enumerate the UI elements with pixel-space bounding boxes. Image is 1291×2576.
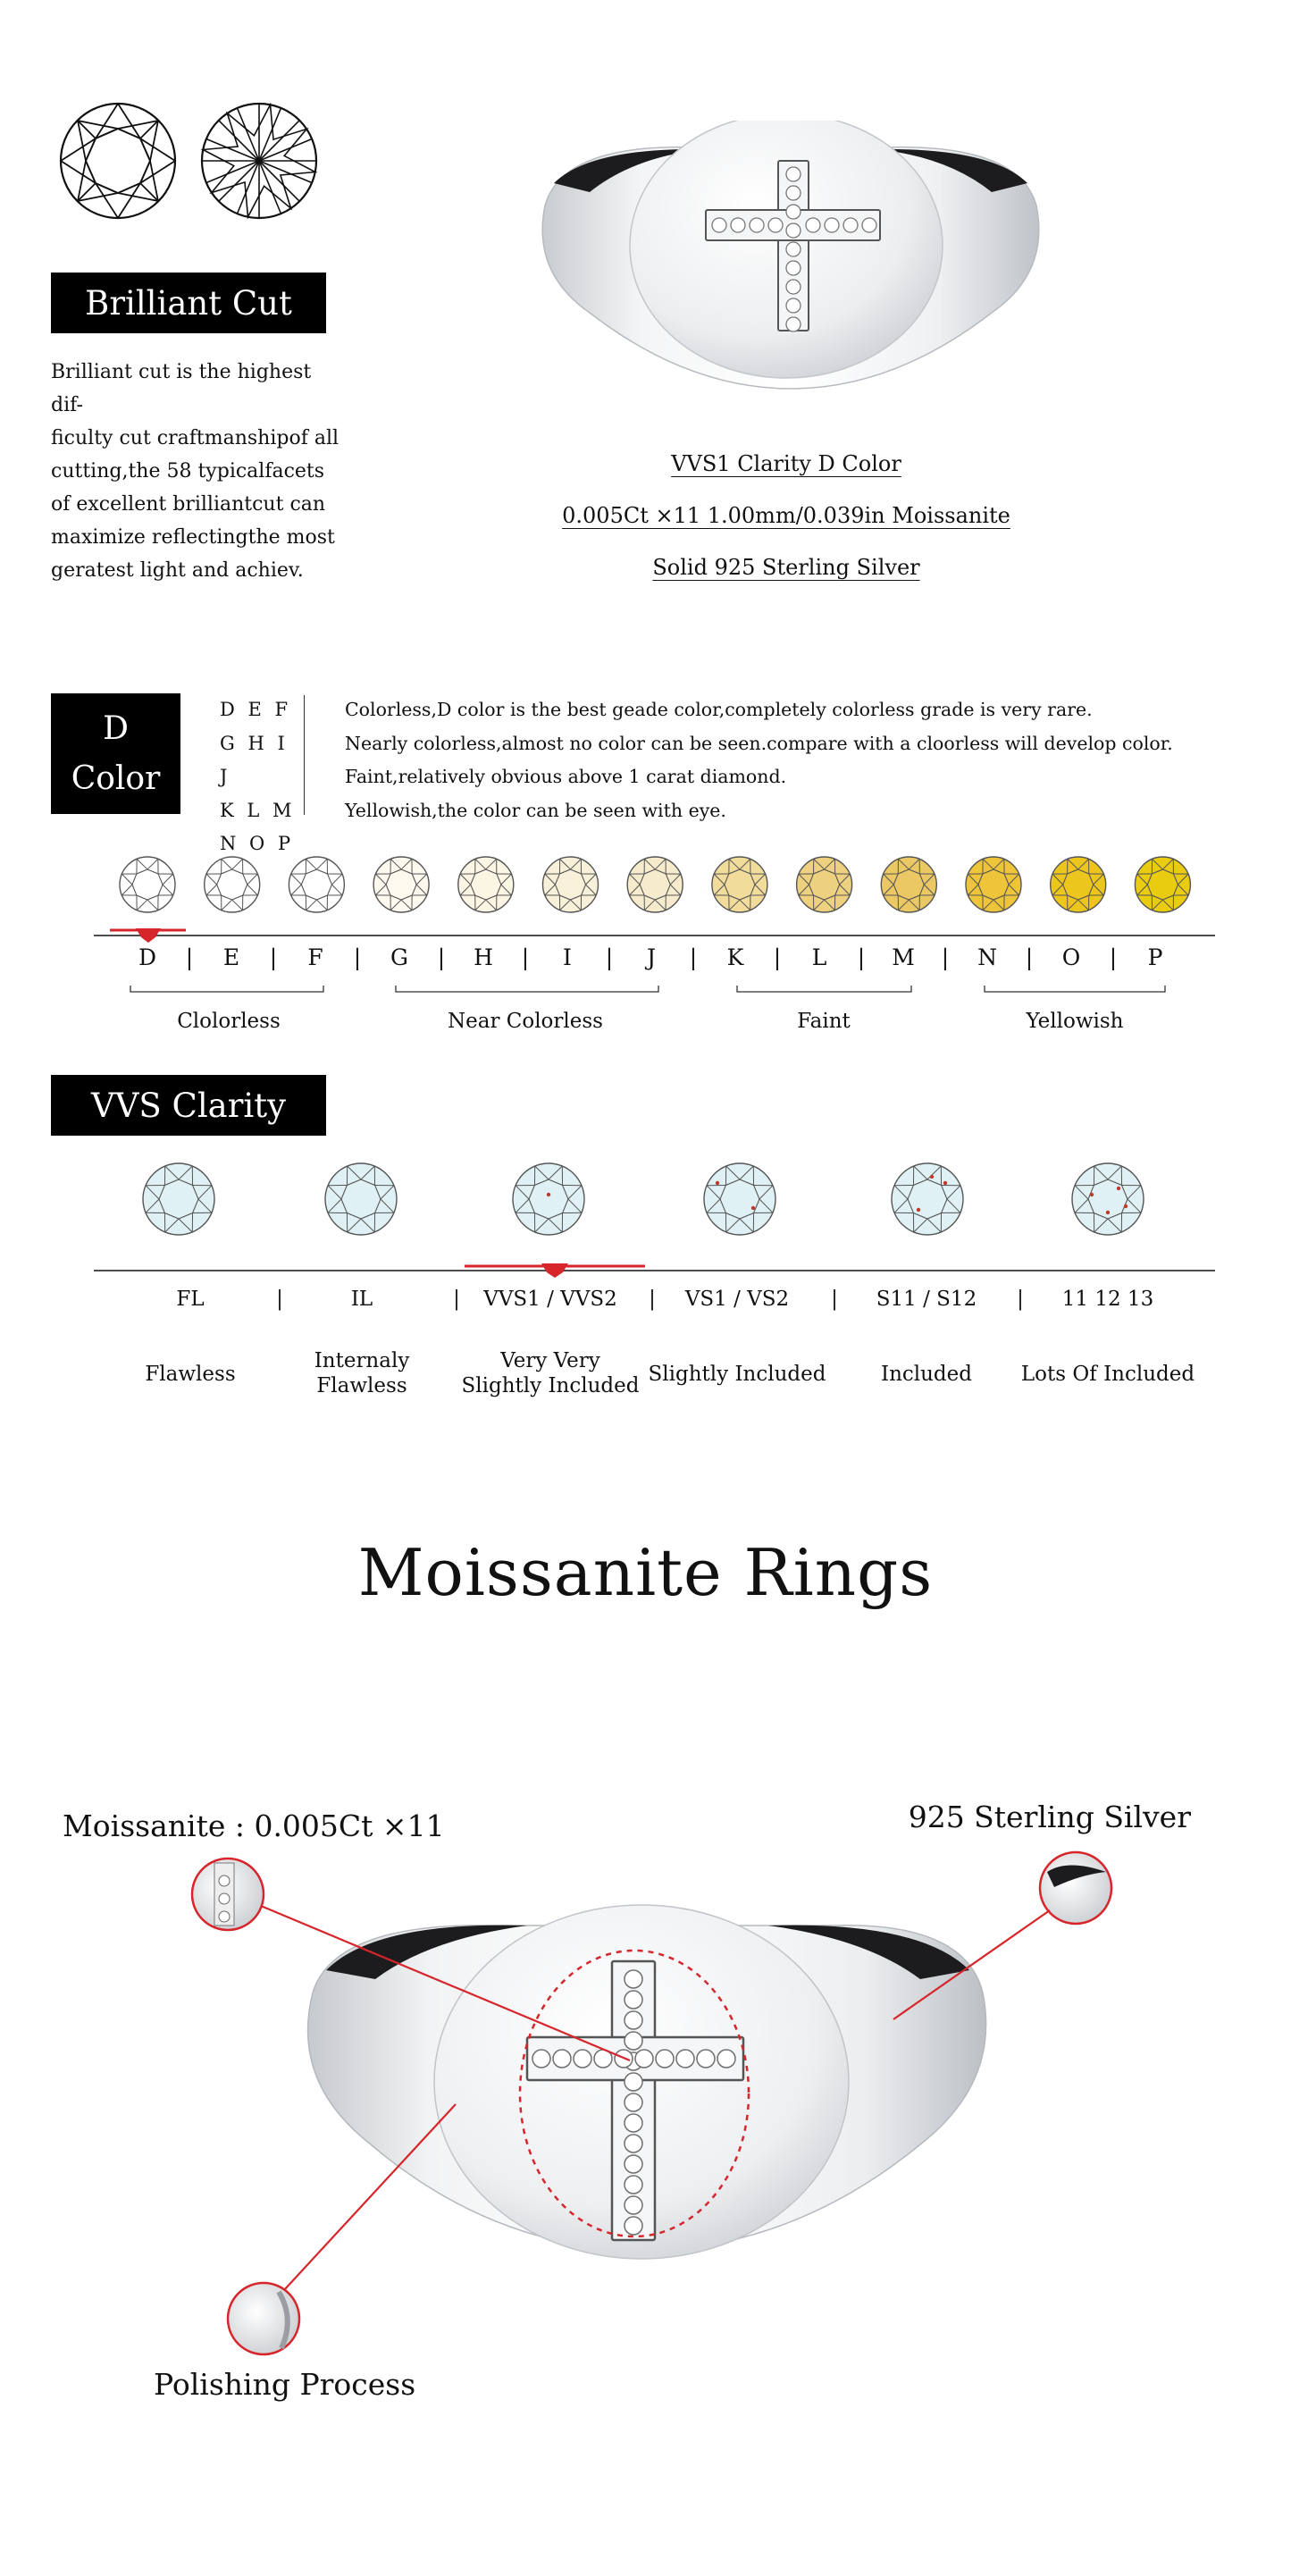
color-grade-group: K L M — [220, 799, 296, 821]
group-label-faint: Faint — [797, 1010, 851, 1033]
moissanite-callout-label: Moissanite : 0.005Ct ×11 — [63, 1808, 445, 1843]
color-gem-icon — [120, 857, 175, 912]
moissanite-rings-heading: Moissanite Rings — [357, 1535, 934, 1610]
vvs-clarity-title: VVS Clarity — [51, 1075, 326, 1136]
color-grade-descriptions — [345, 693, 1283, 827]
clarity-description-label: Internaly — [314, 1349, 410, 1372]
scale-separator: | — [1017, 1288, 1024, 1311]
color-grade-letter: I — [563, 944, 572, 970]
color-gem-icon — [373, 857, 429, 912]
color-grade-letter: N — [977, 944, 997, 970]
color-grade-description: Faint,relatively obvious above 1 carat diamond. — [345, 766, 787, 787]
color-gem-icon — [881, 857, 936, 912]
color-grade-description: Colorless,D color is the best geade color,completely colorless grade is very rare. — [345, 699, 1093, 720]
polishing-callout-label: Polishing Process — [154, 2367, 416, 2402]
color-grade-letter: L — [811, 944, 827, 970]
color-scale-chart — [0, 844, 1291, 1050]
near-colorless-bracket — [396, 986, 658, 992]
clarity-gem-icon — [704, 1163, 775, 1235]
clarity-description-label: Included — [880, 1363, 973, 1386]
scale-separator: | — [831, 1288, 838, 1311]
scale-separator: | — [353, 944, 362, 970]
color-table-divider — [304, 695, 305, 815]
clarity-grade-label: FL — [176, 1288, 205, 1311]
spec-stone-size: 0.005Ct ×11 1.00mm/0.039in Moissanite — [562, 503, 1010, 528]
scale-separator: | — [689, 944, 698, 970]
clarity-description-label: Lots Of Included — [1020, 1363, 1195, 1386]
brilliant-cut-pavilion-diagram — [197, 98, 322, 223]
group-label-yellowish: Yellowish — [1026, 1010, 1124, 1033]
scale-separator: | — [437, 944, 446, 970]
scale-separator: | — [453, 1288, 460, 1311]
spec-metal: Solid 925 Sterling Silver — [652, 555, 920, 580]
color-gem-icon — [205, 857, 260, 912]
scale-separator: | — [269, 944, 278, 970]
description-line: of excellent brilliantcut can — [51, 493, 326, 516]
yellowish-bracket — [985, 986, 1165, 992]
clarity-description-label: Slightly Included — [648, 1363, 826, 1386]
color-gem-icon — [1051, 857, 1106, 912]
color-grade-letter: H — [474, 944, 493, 970]
clarity-description-label: Flawless — [316, 1374, 407, 1397]
clarity-gem-icon — [1072, 1163, 1144, 1235]
brilliant-cut-crown-diagram — [55, 98, 180, 223]
scale-separator: | — [649, 1288, 656, 1311]
silver-zoom-icon — [1040, 1852, 1111, 1924]
scale-separator: | — [276, 1288, 283, 1311]
clarity-grade-label: S11 / S12 — [876, 1288, 977, 1311]
colorless-bracket — [130, 986, 323, 992]
color-grade-letter: E — [222, 944, 240, 970]
color-grade-letter: M — [892, 944, 915, 970]
description-line: ficulty cut craftmanshipof all — [51, 427, 340, 449]
color-gem-icon — [458, 857, 514, 912]
color-grade-letter: D — [138, 944, 157, 970]
color-gem-icon — [543, 857, 599, 912]
color-grade-groups — [220, 693, 300, 861]
scale-separator: | — [1025, 944, 1034, 970]
clarity-description-label: Slightly Included — [461, 1374, 640, 1397]
color-gem-icon — [627, 857, 683, 912]
clarity-gem-icon — [892, 1163, 963, 1235]
color-grade-description: Nearly colorless,almost no color can be seen.compare with a cloorless will develop color. — [345, 732, 1173, 754]
color-grade-group: N O P — [220, 833, 295, 854]
color-gem-icon — [1135, 857, 1190, 912]
color-grade-letter: O — [1061, 944, 1081, 970]
color-grade-letter: K — [726, 944, 744, 970]
silver-callout-label: 925 Sterling Silver — [908, 1800, 1191, 1834]
clarity-gem-icon — [325, 1163, 397, 1235]
color-grade-description: Yellowish,the color can be seen with eye. — [345, 799, 726, 821]
clarity-grade-label: 11 12 13 — [1061, 1288, 1154, 1311]
brilliant-cut-title: Brilliant Cut — [51, 273, 326, 333]
color-grade-letter: J — [646, 944, 657, 970]
d-color-badge — [51, 693, 180, 814]
d-color-badge-word: Color — [71, 759, 161, 797]
description-line: cutting,the 58 typicalfacets — [51, 460, 325, 482]
color-gem-icon — [712, 857, 767, 912]
scale-separator: | — [185, 944, 194, 970]
group-label-colorless: Clolorless — [177, 1010, 281, 1033]
color-gem-icon — [289, 857, 344, 912]
scale-separator: | — [605, 944, 614, 970]
color-grade-letter: G — [390, 944, 408, 970]
ring-product-image-top — [527, 121, 1054, 415]
description-line: geratest light and achiev. — [51, 559, 304, 582]
clarity-scale-chart — [0, 1153, 1291, 1421]
clarity-description-label: Flawless — [145, 1363, 236, 1386]
clarity-description-label: Very Very — [500, 1349, 600, 1372]
color-gem-icon — [966, 857, 1021, 912]
group-label-near-colorless: Near Colorless — [448, 1010, 603, 1033]
ring-detail-diagram — [0, 1787, 1291, 2484]
clarity-grade-label: IL — [350, 1288, 373, 1311]
clarity-grade-label: VVS1 / VVS2 — [483, 1288, 617, 1311]
scale-separator: | — [521, 944, 530, 970]
color-grade-letter: F — [307, 944, 323, 970]
scale-separator: | — [1109, 944, 1118, 970]
d-color-badge-letter: D — [103, 709, 129, 747]
scale-separator: | — [773, 944, 782, 970]
clarity-gem-icon — [513, 1163, 584, 1235]
color-grade-group: G H I J — [220, 732, 289, 787]
clarity-gem-icon — [143, 1163, 214, 1235]
scale-separator: | — [941, 944, 950, 970]
color-gem-icon — [797, 857, 852, 912]
description-line: Brilliant cut is the highest dif- — [51, 361, 312, 416]
color-grade-letter: P — [1147, 944, 1163, 970]
spec-clarity-color: VVS1 Clarity D Color — [671, 451, 901, 476]
faint-bracket — [737, 986, 911, 992]
color-grade-group: D E F — [220, 699, 292, 720]
scale-separator: | — [857, 944, 866, 970]
description-line: maximize reflectingthe most — [51, 526, 335, 549]
brilliant-cut-description — [51, 356, 346, 587]
clarity-grade-label: VS1 / VS2 — [684, 1288, 790, 1311]
